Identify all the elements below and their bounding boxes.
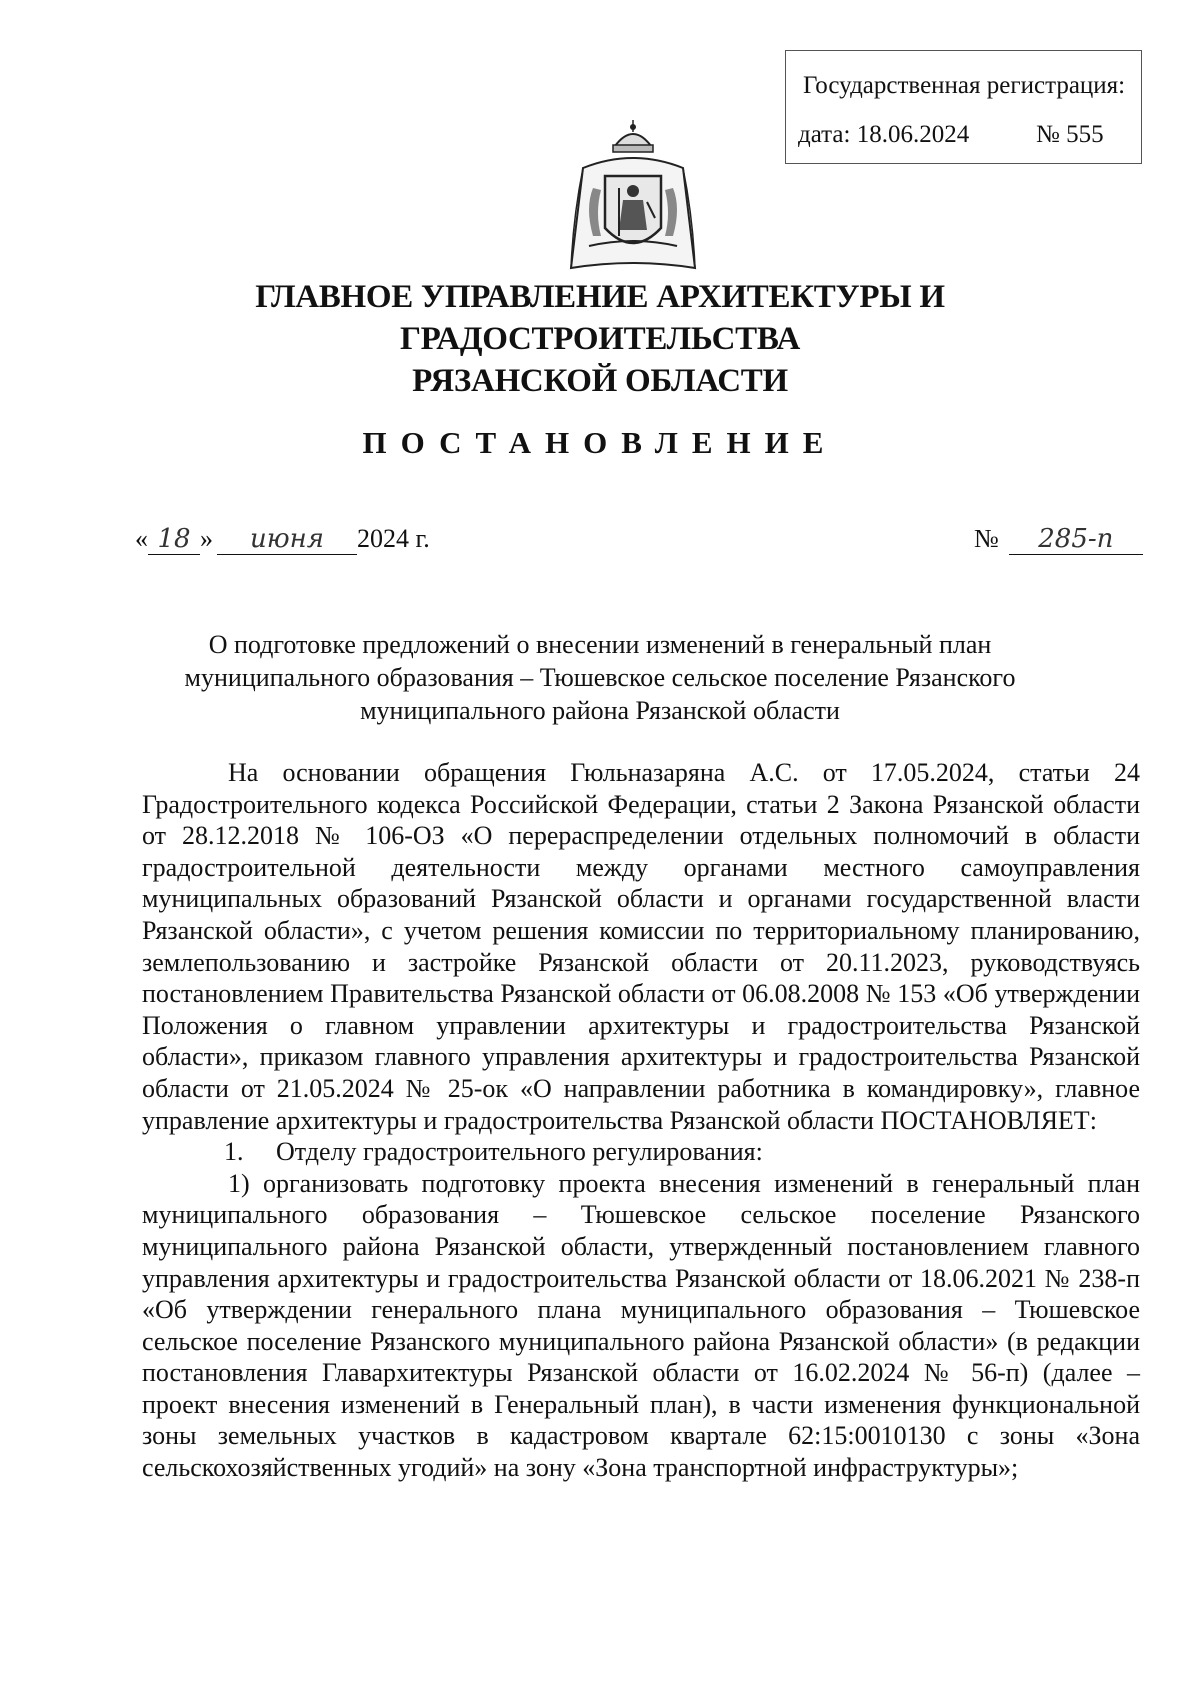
date-year: 2024 г. (357, 524, 430, 553)
date-close-quote: » (200, 524, 213, 553)
organization-name-line2: РЯЗАНСКОЙ ОБЛАСТИ (412, 363, 788, 399)
subject-line: муниципального образования – Тюшевское сельское поселение Рязанского (184, 663, 1016, 692)
item-1 (142, 1136, 1140, 1168)
registration-stamp (785, 50, 1142, 164)
item-1-number: 1. (224, 1137, 244, 1167)
organization-name-line1: ГЛАВНОЕ УПРАВЛЕНИЕ АРХИТЕКТУРЫ И ГРАДОСТРОИТЕЛЬСТВА (255, 279, 945, 357)
preamble-paragraph: На основании обращения Гюльназаряна А.С. от 17.05.2024, статьи 24 Градостроительного кодекса Российской Федерации, статьи 2 Закона Рязанской области от 28.12.2018 № 106-ОЗ «О перераспределении отдельных полномочий в области градостроительной деятельности между органами местного самоуправления муниципальных образований Рязанской области и органами государственной власти Рязанской области», с учетом решения комиссии по территориальному планированию, землепользованию и застройке Рязанской области от 20.11.2023, руководствуясь постановлением Правительства Рязанской области от 06.08.2008 № 153 «Об утверждении Положения о главном управлении архитектуры и градостроительства Рязанской области», приказом главного управления архитектуры и градостроительства Рязанской области от 21.05.2024 № 25-ок «О направлении работника в командировку», главное управление архитектуры и градостроительства Рязанской области ПОСТАНОВЛЯЕТ: (142, 758, 1140, 1135)
document-date (135, 524, 430, 555)
registration-number: № 555 (1036, 121, 1104, 148)
item-1-text: Отделу градостроительного регулирования: (276, 1137, 763, 1167)
document-subject (150, 628, 1050, 727)
number-label: № (974, 524, 999, 553)
coat-of-arms-ryazan-region-icon (563, 118, 703, 278)
organization-name (100, 276, 1100, 402)
subject-line: муниципального района Рязанской области (360, 696, 840, 725)
document-number (974, 524, 1143, 555)
document-body (142, 757, 1140, 1484)
subject-line: О подготовке предложений о внесении изменений в генеральный план (208, 630, 992, 659)
document-type-heading: ПОСТАНОВЛЕНИЕ (362, 425, 838, 460)
date-open-quote: « (135, 524, 148, 553)
number-handwritten: 285-п (1009, 524, 1143, 555)
date-day-handwritten: 18 (148, 524, 200, 555)
registration-date: дата: 18.06.2024 (798, 121, 970, 148)
subitem-1-paragraph: 1) организовать подготовку проекта внесения изменений в генеральный план муниципального образования – Тюшевское сельское поселение Рязанского муниципального района Рязанской области, утвержденный постановлением главного управления архитектуры и градостроительства Рязанской области от 18.06.2021 № 238-п «Об утверждении генерального плана муниципального образования – Тюшевское сельское поселение Рязанского муниципального района Рязанской области» (в редакции постановления Главархитектуры Рязанской области от 16.02.2024 № 56-п) (далее – проект внесения изменений в Генеральный план), в части изменения функциональной зоны земельных участков в кадастровом квартале 62:15:0010130 с зоны «Зона сельскохозяйственных угодий» на зону «Зона транспортной инфраструктуры»; (142, 1168, 1140, 1483)
registration-title: Государственная регистрация: (803, 72, 1126, 99)
date-month-handwritten: июня (217, 524, 357, 555)
